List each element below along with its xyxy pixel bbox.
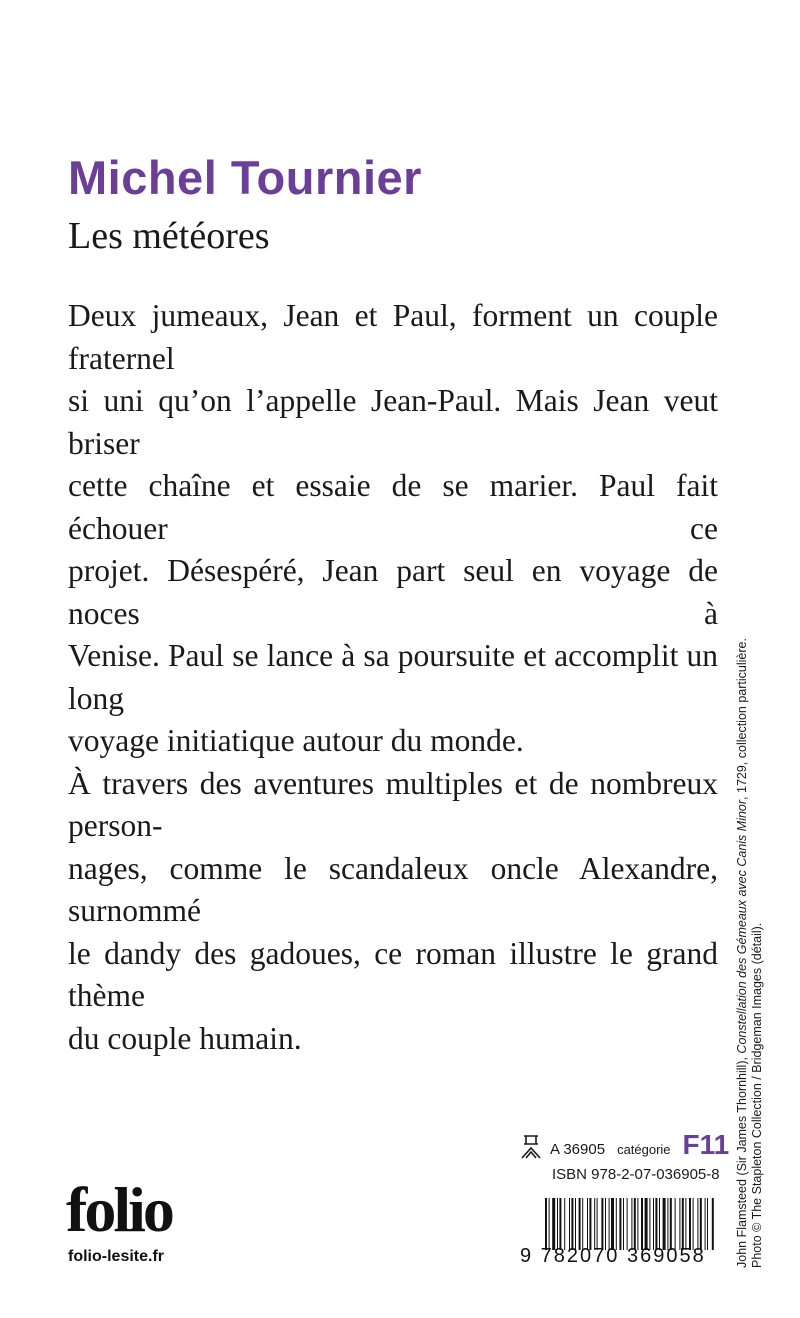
- barcode-bar: [655, 1198, 657, 1250]
- barcode-bar: [705, 1198, 706, 1250]
- barcode-bar: [571, 1198, 573, 1250]
- blurb-line: le dandy des gadoues, ce roman illustre le grand thème: [68, 935, 718, 1013]
- barcode-bar: [631, 1198, 632, 1250]
- barcode-bar: [634, 1198, 636, 1250]
- catalog-reference: A 36905: [550, 1141, 606, 1158]
- credit-artist: John Flamsteed (Sir James Thornhill),: [735, 1053, 749, 1268]
- credit-line-1: [735, 638, 750, 1268]
- back-cover-blurb: [68, 295, 718, 1060]
- barcode-bar: [611, 1198, 614, 1250]
- barcode-bar: [700, 1198, 702, 1250]
- catalog-code-row: [520, 1128, 729, 1160]
- category-label: catégorie: [617, 1142, 671, 1157]
- gemini-mark-icon: [520, 1134, 542, 1160]
- image-credit: [735, 638, 771, 1268]
- credit-details: , 1729, collection particulière.: [735, 638, 749, 800]
- folio-logo: folio: [66, 1174, 172, 1245]
- barcode-bar: [582, 1198, 583, 1250]
- barcode-bar: [641, 1198, 643, 1250]
- barcode-bar: [689, 1198, 691, 1250]
- barcode-bar: [545, 1198, 547, 1250]
- barcode-bar: [682, 1198, 684, 1250]
- credit-line-2: Photo © The Stapleton Collection / Bridgeman Images (détail).: [750, 922, 764, 1268]
- barcode-bar: [627, 1198, 628, 1250]
- publisher-website: folio-lesite.fr: [68, 1248, 165, 1265]
- blurb-line: cette chaîne et essaie de se marier. Paul fait échouer ce: [68, 468, 718, 546]
- barcode-bar: [575, 1198, 576, 1250]
- barcode-bar: [712, 1198, 714, 1250]
- barcode-bar: [619, 1198, 621, 1250]
- barcode-bar: [649, 1198, 650, 1250]
- barcode-bar: [653, 1198, 654, 1250]
- barcode-bar: [597, 1198, 598, 1250]
- barcode-bar: [559, 1198, 561, 1250]
- barcode-bar: [579, 1198, 581, 1250]
- barcode-digits: 9 782070 369058: [520, 1245, 706, 1267]
- barcode-bar: [663, 1198, 666, 1250]
- barcode-bar: [589, 1198, 591, 1250]
- barcode-bar: [609, 1198, 610, 1250]
- blurb-line: voyage initiatique autour du monde.: [68, 723, 524, 758]
- blurb-line: À travers des aventures multiples et de nombreux person-: [68, 765, 718, 843]
- blurb-line: Venise. Paul se lance à sa poursuite et accomplit un long: [68, 638, 718, 716]
- barcode-bar: [594, 1198, 595, 1250]
- barcode-bar: [685, 1198, 686, 1250]
- barcode-bar: [675, 1198, 676, 1250]
- barcode-bar: [616, 1198, 617, 1250]
- barcode-bar: [637, 1198, 638, 1250]
- barcode-bar: [679, 1198, 680, 1250]
- blurb-line: Deux jumeaux, Jean et Paul, forment un couple fraternel: [68, 298, 718, 376]
- blurb-line: du couple humain.: [68, 1020, 302, 1056]
- barcode-bar: [601, 1198, 603, 1250]
- barcode-bar: [707, 1198, 708, 1250]
- barcode-bar: [569, 1198, 570, 1250]
- barcode-bar: [693, 1198, 694, 1250]
- credit-artwork-title: Constellation des Gémeaux avec Canis Minor: [735, 799, 749, 1054]
- author-name: Michel Tournier: [68, 151, 422, 204]
- barcode-bar: [667, 1198, 668, 1250]
- barcode: [545, 1198, 715, 1250]
- book-title: Les météores: [68, 215, 270, 257]
- barcode-bar: [645, 1198, 648, 1250]
- barcode-bar: [697, 1198, 698, 1250]
- isbn: ISBN 978-2-07-036905-8: [552, 1166, 720, 1183]
- category-code: F11: [682, 1129, 730, 1160]
- barcode-bar: [605, 1198, 606, 1250]
- barcode-bar: [659, 1198, 660, 1250]
- blurb-line: nages, comme le scandaleux oncle Alexandre, surnommé: [68, 850, 718, 928]
- barcode-bar: [552, 1198, 555, 1250]
- barcode-bar: [549, 1198, 550, 1250]
- barcode-bar: [623, 1198, 624, 1250]
- barcode-bar: [587, 1198, 588, 1250]
- barcode-bar: [557, 1198, 558, 1250]
- barcode-bar: [564, 1198, 565, 1250]
- blurb-line: si uni qu’on l’appelle Jean-Paul. Mais Jean veut briser: [68, 383, 718, 461]
- barcode-bar: [670, 1198, 672, 1250]
- blurb-line: projet. Désespéré, Jean part seul en voyage de noces à: [68, 553, 718, 631]
